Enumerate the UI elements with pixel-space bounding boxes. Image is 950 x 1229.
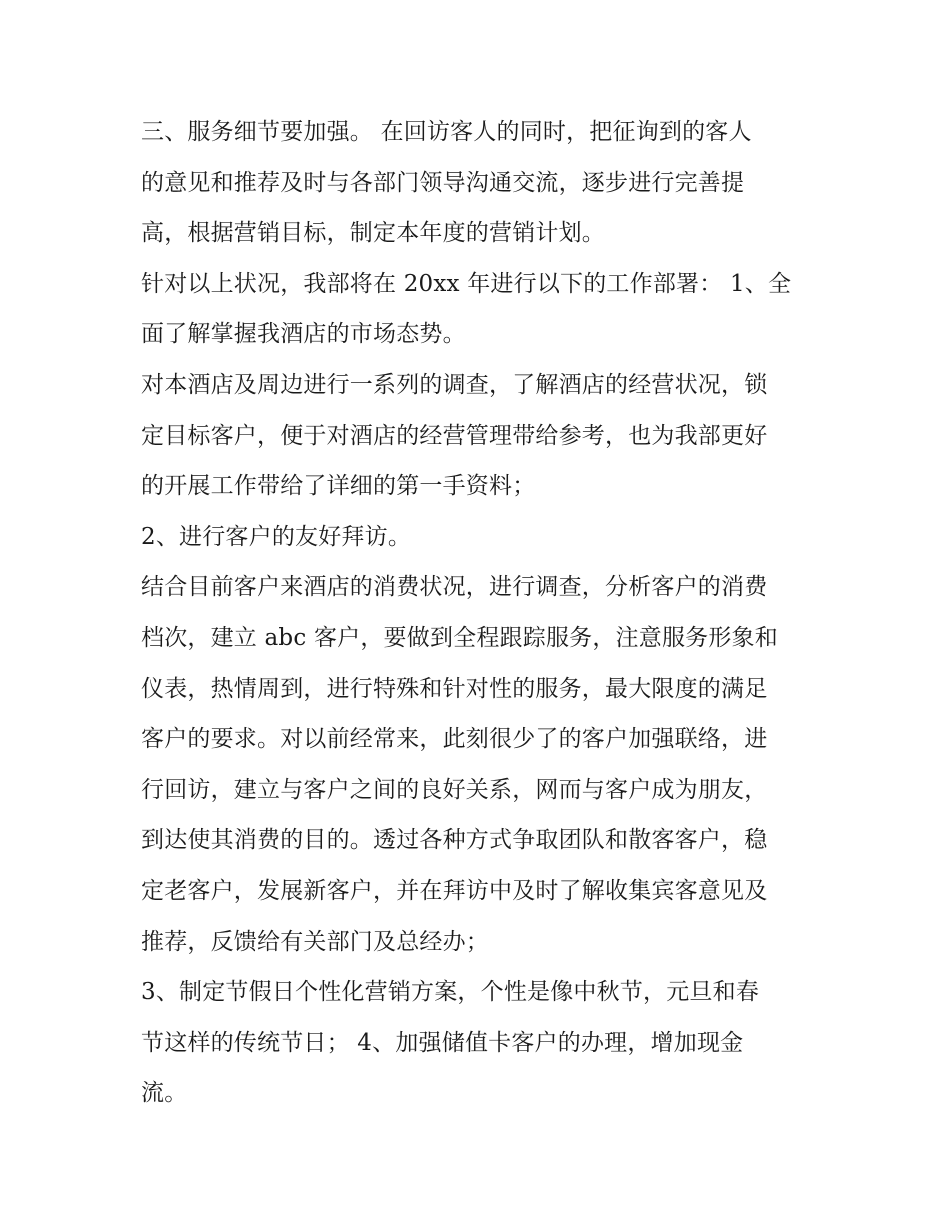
text-line: 到达使其消费的目的。透过各种方式争取团队和散客客户，稳 — [141, 827, 768, 854]
text-line: 节这样的传统节日； 4、加强储值卡客户的办理，增加现金 — [141, 1029, 744, 1056]
text-line: 3、制定节假日个性化营销方案，个性是像中秋节，元旦和春 — [141, 979, 760, 1006]
text-line: 高，根据营销目标，制定本年度的营销计划。 — [141, 220, 605, 247]
text-line: 针对以上状况，我部将在 20xx 年进行以下的工作部署： 1、全 — [141, 270, 792, 297]
text-line: 流。 — [141, 1080, 188, 1107]
text-line: 定老客户，发展新客户，并在拜访中及时了解收集宾客意见及 — [141, 877, 768, 904]
text-line: 客户的要求。对以前经常来，此刻很少了的客户加强联络，进 — [141, 726, 768, 753]
text-line: 仪表，热情周到，进行特殊和针对性的服务，最大限度的满足 — [141, 675, 768, 702]
text-line: 的开展工作带给了详细的第一手资料； — [141, 473, 536, 500]
text-line: 推荐，反馈给有关部门及总经办； — [141, 928, 489, 955]
text-line: 行回访，建立与客户之间的良好关系，网而与客户成为朋友， — [141, 776, 768, 803]
text-line: 的意见和推荐及时与各部门领导沟通交流，逐步进行完善提 — [141, 169, 745, 196]
text-line: 结合目前客户来酒店的消费状况，进行调查，分析客户的消费 — [141, 574, 768, 601]
text-line: 档次，建立 abc 客户，要做到全程跟踪服务，注意服务形象和 — [141, 624, 778, 651]
text-line: 面了解掌握我酒店的市场态势。 — [141, 321, 466, 348]
text-line: 2、进行客户的友好拜访。 — [141, 523, 412, 550]
text-line: 对本酒店及周边进行一系列的调查，了解酒店的经营状况，锁 — [141, 371, 768, 398]
text-line: 定目标客户，便于对酒店的经营管理带给参考，也为我部更好 — [141, 422, 768, 449]
document-body — [141, 107, 821, 1119]
text-line: 三、服务细节要加强。 在回访客人的同时，把征询到的客人 — [141, 119, 752, 145]
